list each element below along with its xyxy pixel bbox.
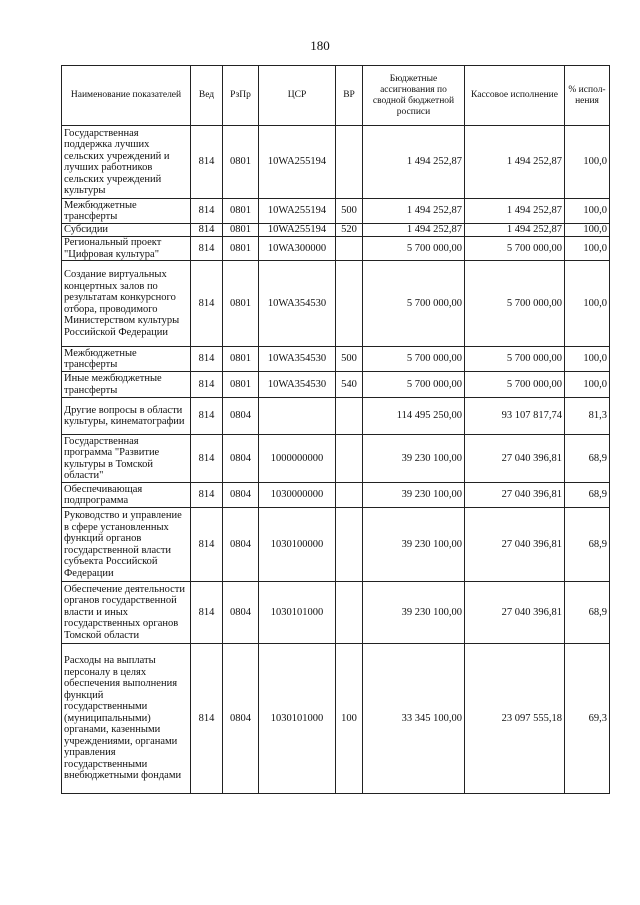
table-row	[62, 347, 610, 372]
row-name: Государственная поддержка лучших сельских учреждений и лучших работников сельских учреждений культуры	[62, 126, 191, 199]
row-pct: 68,9	[565, 435, 610, 483]
table-row	[62, 126, 610, 199]
row-ved: 814	[191, 435, 223, 483]
row-pct: 68,9	[565, 508, 610, 582]
row-ved: 814	[191, 261, 223, 347]
row-pct: 100,0	[565, 199, 610, 224]
row-budget: 5 700 000,00	[363, 261, 465, 347]
table-row	[62, 237, 610, 261]
budget-table	[61, 65, 610, 794]
row-budget: 114 495 250,00	[363, 398, 465, 435]
row-pct: 100,0	[565, 261, 610, 347]
row-vr	[336, 126, 363, 199]
row-ved: 814	[191, 644, 223, 794]
row-budget: 33 345 100,00	[363, 644, 465, 794]
row-pct: 69,3	[565, 644, 610, 794]
row-rzpr: 0804	[223, 644, 259, 794]
row-budget: 39 230 100,00	[363, 435, 465, 483]
row-name: Субсидии	[62, 224, 191, 237]
row-ved: 814	[191, 398, 223, 435]
row-budget: 39 230 100,00	[363, 483, 465, 508]
row-csr: 1030000000	[259, 483, 336, 508]
row-ved: 814	[191, 199, 223, 224]
row-csr: 10WA300000	[259, 237, 336, 261]
row-name: Иные межбюджетные трансферты	[62, 372, 191, 398]
row-name: Другие вопросы в области культуры, кинематографии	[62, 398, 191, 435]
row-name: Обеспечение деятельности органов государственной власти и иных государственных органов Томской области	[62, 582, 191, 644]
row-vr	[336, 398, 363, 435]
row-name: Расходы на выплаты персоналу в целях обеспечения выполнения функций государственными (муниципальными) органами, казенными учреждениями, органами управления государственными внебюджетными фондами	[62, 644, 191, 794]
row-csr: 10WA354530	[259, 347, 336, 372]
row-vr: 500	[336, 199, 363, 224]
row-ved: 814	[191, 224, 223, 237]
row-rzpr: 0801	[223, 347, 259, 372]
header-rzpr: РзПр	[223, 66, 259, 126]
row-budget: 39 230 100,00	[363, 582, 465, 644]
row-cash: 23 097 555,18	[465, 644, 565, 794]
table-row	[62, 644, 610, 794]
row-ved: 814	[191, 582, 223, 644]
table-header-row	[62, 66, 610, 126]
header-pct: % испол-нения	[565, 66, 610, 126]
row-csr: 10WA354530	[259, 261, 336, 347]
table-row	[62, 261, 610, 347]
row-vr: 100	[336, 644, 363, 794]
row-vr: 500	[336, 347, 363, 372]
row-cash: 1 494 252,87	[465, 199, 565, 224]
row-cash: 93 107 817,74	[465, 398, 565, 435]
row-ved: 814	[191, 483, 223, 508]
row-budget: 5 700 000,00	[363, 372, 465, 398]
row-csr: 10WA354530	[259, 372, 336, 398]
row-csr: 1030101000	[259, 582, 336, 644]
row-rzpr: 0801	[223, 261, 259, 347]
row-csr: 10WA255194	[259, 126, 336, 199]
row-vr	[336, 435, 363, 483]
row-name: Межбюджетные трансферты	[62, 347, 191, 372]
row-pct: 100,0	[565, 224, 610, 237]
row-ved: 814	[191, 347, 223, 372]
row-budget: 1 494 252,87	[363, 224, 465, 237]
row-rzpr: 0804	[223, 398, 259, 435]
row-rzpr: 0801	[223, 237, 259, 261]
row-vr	[336, 237, 363, 261]
row-budget: 39 230 100,00	[363, 508, 465, 582]
table-row	[62, 508, 610, 582]
row-pct: 100,0	[565, 237, 610, 261]
header-name: Наименование показателей	[62, 66, 191, 126]
table-row	[62, 372, 610, 398]
row-ved: 814	[191, 372, 223, 398]
row-vr	[336, 508, 363, 582]
row-rzpr: 0804	[223, 435, 259, 483]
row-cash: 1 494 252,87	[465, 224, 565, 237]
table-row	[62, 483, 610, 508]
row-cash: 27 040 396,81	[465, 483, 565, 508]
row-budget: 1 494 252,87	[363, 126, 465, 199]
row-budget: 1 494 252,87	[363, 199, 465, 224]
row-cash: 27 040 396,81	[465, 582, 565, 644]
row-vr	[336, 261, 363, 347]
row-vr	[336, 483, 363, 508]
header-csr: ЦСР	[259, 66, 336, 126]
row-cash: 27 040 396,81	[465, 435, 565, 483]
row-pct: 68,9	[565, 582, 610, 644]
row-csr: 1030101000	[259, 644, 336, 794]
row-pct: 100,0	[565, 347, 610, 372]
row-vr	[336, 582, 363, 644]
row-rzpr: 0801	[223, 372, 259, 398]
row-pct: 100,0	[565, 372, 610, 398]
row-name: Государственная программа "Развитие культуры в Томской области"	[62, 435, 191, 483]
row-vr: 520	[336, 224, 363, 237]
row-ved: 814	[191, 508, 223, 582]
row-name: Руководство и управление в сфере установленных функций органов государственной власти субъекта Российской Федерации	[62, 508, 191, 582]
row-csr	[259, 398, 336, 435]
table-row	[62, 582, 610, 644]
header-budget: Бюджетные ассигнования по сводной бюджетной росписи	[363, 66, 465, 126]
header-vr: ВР	[336, 66, 363, 126]
row-rzpr: 0804	[223, 582, 259, 644]
row-rzpr: 0801	[223, 224, 259, 237]
row-budget: 5 700 000,00	[363, 347, 465, 372]
row-cash: 1 494 252,87	[465, 126, 565, 199]
row-rzpr: 0801	[223, 126, 259, 199]
row-budget: 5 700 000,00	[363, 237, 465, 261]
row-vr: 540	[336, 372, 363, 398]
row-pct: 81,3	[565, 398, 610, 435]
header-cash: Кассовое исполнение	[465, 66, 565, 126]
row-ved: 814	[191, 126, 223, 199]
row-name: Обеспечивающая подпрограмма	[62, 483, 191, 508]
row-pct: 68,9	[565, 483, 610, 508]
row-cash: 5 700 000,00	[465, 261, 565, 347]
page-number: 180	[310, 38, 330, 53]
header-ved: Вед	[191, 66, 223, 126]
row-csr: 1000000000	[259, 435, 336, 483]
row-pct: 100,0	[565, 126, 610, 199]
row-ved: 814	[191, 237, 223, 261]
row-name: Межбюджетные трансферты	[62, 199, 191, 224]
row-name: Региональный проект "Цифровая культура"	[62, 237, 191, 261]
table-row	[62, 224, 610, 237]
row-rzpr: 0801	[223, 199, 259, 224]
row-cash: 5 700 000,00	[465, 347, 565, 372]
row-cash: 27 040 396,81	[465, 508, 565, 582]
row-name: Создание виртуальных концертных залов по результатам конкурсного отбора, проводимого Министерством культуры Российской Федерации	[62, 261, 191, 347]
table-row	[62, 199, 610, 224]
row-rzpr: 0804	[223, 508, 259, 582]
table-row	[62, 398, 610, 435]
row-csr: 10WA255194	[259, 224, 336, 237]
row-rzpr: 0804	[223, 483, 259, 508]
table-row	[62, 435, 610, 483]
row-cash: 5 700 000,00	[465, 372, 565, 398]
row-cash: 5 700 000,00	[465, 237, 565, 261]
row-csr: 10WA255194	[259, 199, 336, 224]
row-csr: 1030100000	[259, 508, 336, 582]
